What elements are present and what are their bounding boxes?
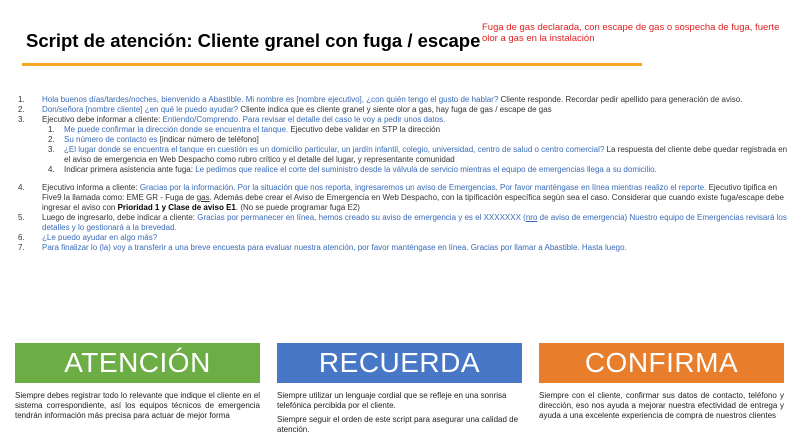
step-number: 3.	[18, 115, 25, 124]
step-speech: ¿El lugar donde se encuentra el tanque en cuestión es un domicilio particular, un jardín infantil, colegio, universidad, centro de salud o centro comercial?	[64, 145, 605, 154]
step-number: 3.	[48, 145, 55, 154]
confirma-label: CONFIRMA	[584, 347, 739, 378]
step-underlined: gas	[196, 193, 210, 202]
script-step-2	[18, 105, 788, 115]
step-number: 5.	[18, 213, 25, 222]
script-substep-3-3	[18, 145, 788, 165]
title-underline	[22, 63, 642, 66]
step-speech: Hola buenos días/tardes/noches, bienvenido a Abastible. Mi nombre es [nombre ejecutivo], ¿con quién tengo el gusto de hablar?	[42, 95, 499, 104]
step-speech: Le pedimos que realice el corte del suministro desde la válvula de servicio mientras el equipo de emergencias llega a su domicilio.	[195, 165, 657, 174]
step-speech: Para finalizar lo (la) voy a transferir a una breve encuesta para evaluar nuestra atención, por favor manténgase en línea. Gracias por llamar a Abastible. Hasta luego.	[42, 243, 627, 252]
call-script	[18, 95, 788, 253]
atencion-note	[15, 391, 260, 425]
step-number: 7.	[18, 243, 25, 252]
step-emphasis: Prioridad 1 y Clase de aviso E1	[117, 203, 236, 212]
atencion-label: ATENCIÓN	[64, 347, 211, 378]
script-substep-3-1	[18, 125, 788, 135]
step-instruction: [indicar número de teléfono]	[157, 135, 259, 144]
step-instruction: Ejecutivo informa a cliente:	[42, 183, 140, 192]
script-substep-3-2	[18, 135, 788, 145]
confirma-note	[539, 391, 784, 425]
step-instruction: La respuesta del cliente debe quedar registrada en el aviso de emergencia en Web Despacho como rubro crítico y el detalle del lugar, y representante comunidad	[64, 145, 788, 164]
step-speech: Gracias por permanecer en línea, hemos creado su aviso de emergencia y es el XXXXXXX (	[197, 213, 526, 222]
step-instruction: Cliente indica que es cliente granel y siente olor a gas, hay fuga de gas / escape de gas	[238, 105, 552, 114]
step-speech: Su número de contacto es	[64, 135, 158, 144]
step-speech: Gracias por la información. Por la situación que nos reporta, ingresaremos un aviso de Emergencias. Por favor manténgase en línea mientras realizo el reporte.	[139, 183, 707, 192]
step-instruction: . Además debe crear el Aviso de Emergencia en Web Despacho, con la tipificación específica según sea el caso. Considerar que cuando existe fuga/escape debe ingresar el aviso con	[42, 193, 784, 212]
step-number: 1.	[48, 125, 55, 134]
step-speech: Don/señora [nombre cliente] ¿en qué le puedo ayudar?	[42, 105, 239, 114]
page-title: Script de atención: Cliente granel con fuga / escape	[26, 30, 481, 51]
step-instruction: Ejecutivo debe informar a cliente:	[42, 115, 163, 124]
recuerda-note	[277, 391, 522, 439]
step-instruction: Cliente responde. Recordar pedir apellido para generación de aviso.	[498, 95, 743, 104]
recuerda-text-2: Siempre seguir el orden de este script para asegurar una calidad de atención.	[277, 415, 519, 434]
step-number: 2.	[48, 135, 55, 144]
script-step-1	[18, 95, 788, 105]
recuerda-label: RECUERDA	[318, 347, 481, 378]
script-step-6	[18, 233, 788, 243]
script-step-3	[18, 115, 788, 125]
step-number: 6.	[18, 233, 25, 242]
script-substep-3-4	[18, 165, 788, 175]
step-number: 4.	[48, 165, 55, 174]
recuerda-text-1: Siempre utilizar un lenguaje cordial que se refleje en una sonrisa telefónica percibida por el cliente.	[277, 391, 507, 410]
script-step-5	[18, 213, 788, 233]
step-instruction: . (No se puede programar fuga E2)	[235, 203, 360, 212]
atencion-text: Siempre debes registrar todo lo relevante que indique el cliente en el sistema correspondiente, así los equipos técnicos de emergencia tendrán información más precisa para actuar de mejor forma	[15, 391, 260, 420]
step-speech: Me puede confirmar la dirección donde se encuentra el tanque.	[64, 125, 289, 134]
step-instruction: Indicar primera asistencia ante fuga:	[64, 165, 196, 174]
confirma-banner	[539, 343, 784, 383]
step-underlined: nro	[525, 213, 538, 222]
step-speech: de aviso de emergencia) Nuestro equipo de Emergencias revisará los detalles y lo gestionará a la brevedad.	[42, 213, 787, 232]
script-step-4	[18, 183, 788, 213]
atencion-banner	[15, 343, 260, 383]
step-speech: ¿Le puedo ayudar en algo más?	[42, 233, 158, 242]
step-speech: Entiendo/Comprendo. Para revisar el detalle del caso le voy a pedir unos datos.	[162, 115, 446, 124]
step-number: 1.	[18, 95, 25, 104]
script-step-7	[18, 243, 788, 253]
confirma-text: Siempre con el cliente, confirmar sus datos de contacto, teléfono y dirección, eso nos ayuda a mejorar nuestra efectividad de entrega y ayuda a una excelente experiencia de compra de nuestros clientes	[539, 391, 784, 420]
alert-note: Fuga de gas declarada, con escape de gas o sospecha de fuga, fuerte olor a gas en la instalación	[482, 22, 780, 44]
step-number: 4.	[18, 183, 25, 192]
step-instruction: Luego de ingresarlo, debe indicar a cliente:	[42, 213, 198, 222]
step-instruction: Ejecutivo tipifica en Five9 la llamada como: EME GR - Fuga de	[42, 183, 778, 202]
step-instruction: Ejecutivo debe validar en STP la dirección	[288, 125, 441, 134]
step-number: 2.	[18, 105, 25, 114]
recuerda-banner	[277, 343, 522, 383]
